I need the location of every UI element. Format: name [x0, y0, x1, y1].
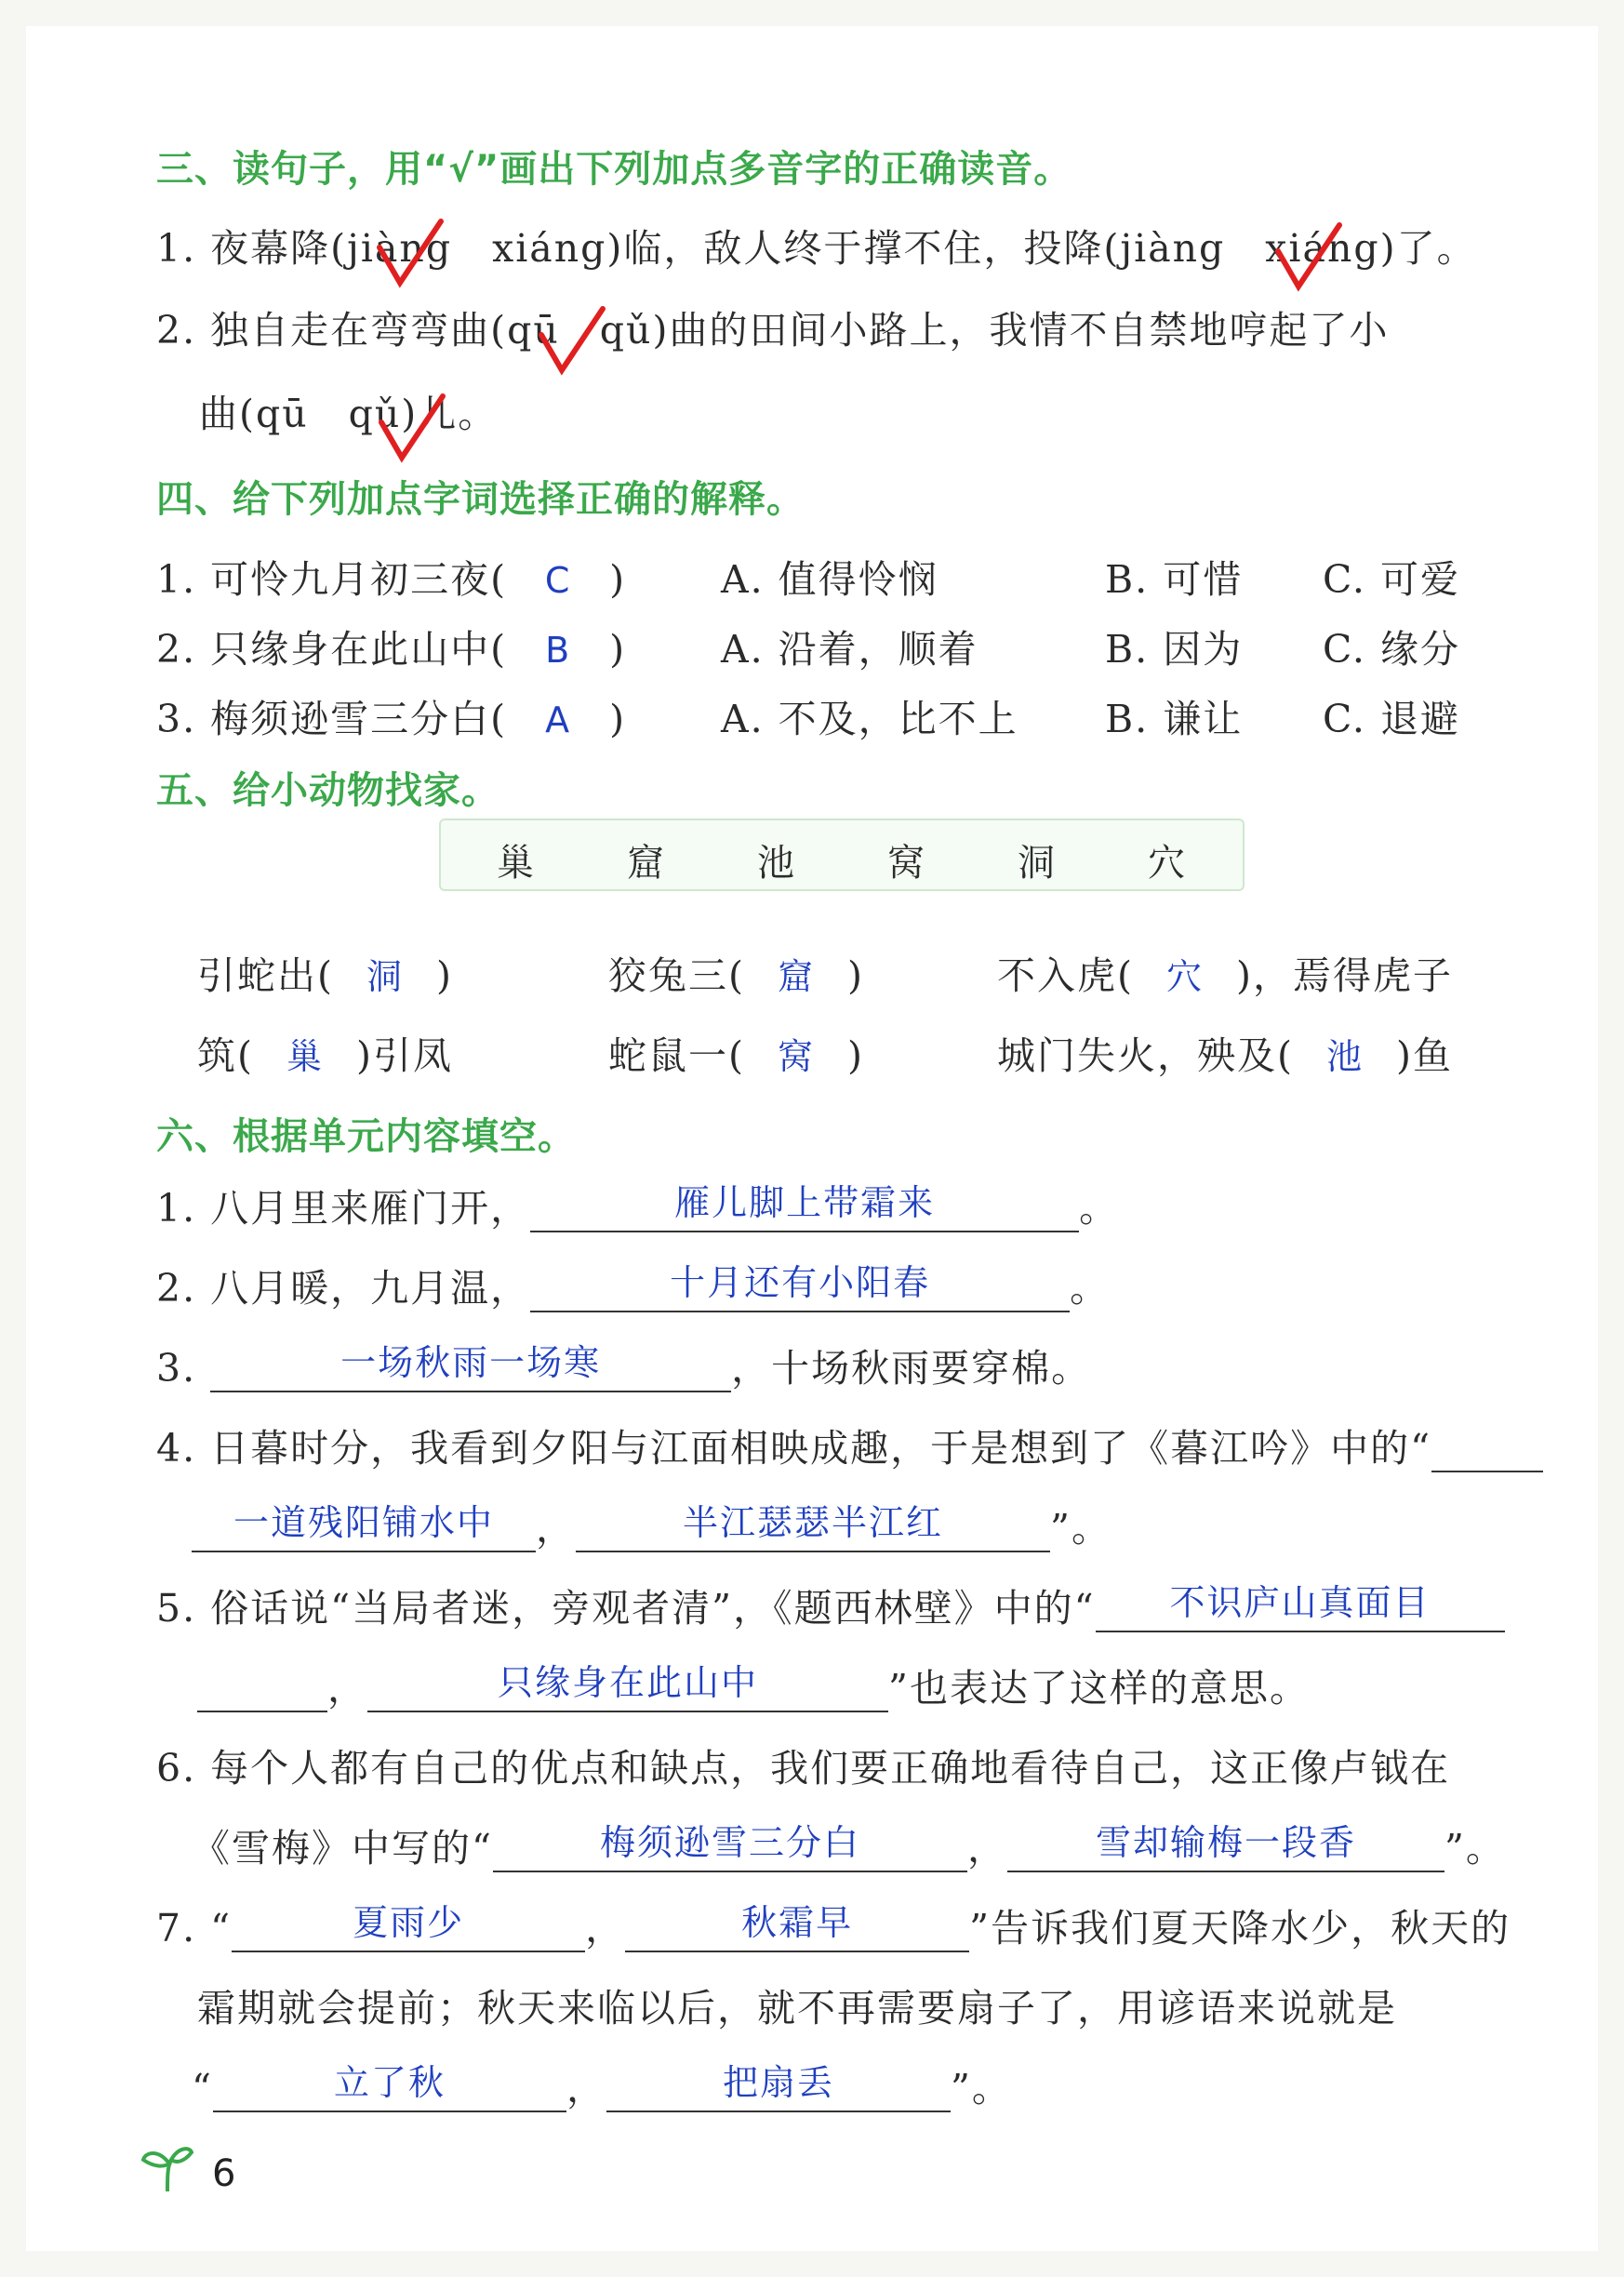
option-b: B. 因为	[1105, 627, 1244, 672]
idiom-6: 城门失火，殃及( 池 )鱼	[997, 1025, 1453, 1080]
section-3-q2-line2: 曲(qū qǔ)儿。	[199, 392, 499, 436]
fill-q1: 1. 八月里来雁门开， 雁儿脚上带霜来 。	[156, 1182, 1120, 1231]
fill-q7-line2: 霜期就会提前；秋天来临以后，就不再需要扇子了，用谚语来说就是	[197, 1986, 1397, 2031]
fill-answer: 池	[1325, 1036, 1364, 1077]
option-c: C. 可爱	[1323, 557, 1460, 602]
checkmark-icon	[374, 216, 448, 290]
answer-letter: A	[545, 699, 572, 740]
close-paren: )	[609, 627, 627, 672]
question-text: 2. 只缘身在此山中(	[156, 627, 508, 672]
answer-blank	[197, 1662, 327, 1712]
fill-q4-line1: 4. 日暮时分，我看到夕阳与江面相映成趣，于是想到了《暮江吟》中的“	[156, 1418, 1543, 1472]
question-text: 1. 可怜九月初三夜(	[156, 557, 508, 602]
answer-blank: 半江瑟瑟半江红	[576, 1502, 1050, 1552]
close-paren: )	[609, 557, 627, 602]
fill-q6-line1: 6. 每个人都有自己的优点和缺点，我们要正确地看待自己，这正像卢钺在	[156, 1746, 1451, 1791]
answer-blank: 十月还有小阳春	[530, 1262, 1070, 1312]
section-3-heading: 三、读句子，用“√”画出下列加点多音字的正确读音。	[156, 148, 1072, 191]
fill-q3: 3. 一场秋雨一场寒 ，十场秋雨要穿棉。	[156, 1342, 1092, 1391]
fill-q6-line2: 《雪梅》中写的“ 梅须逊雪三分白 ， 雪却输梅一段香 ”。	[192, 1822, 1506, 1871]
word-item: 窝	[887, 842, 925, 885]
section-3-q2-line1: 2. 独自走在弯弯曲(qū qǔ)曲的田间小路上，我情不自禁地哼起了小	[156, 308, 1390, 353]
option-a: A. 沿着，顺着	[721, 627, 978, 672]
choice-row-2	[156, 619, 626, 673]
answer-blank: 雪却输梅一段香	[1007, 1822, 1444, 1872]
option-c: C. 退避	[1323, 697, 1460, 741]
answer-letter: C	[544, 560, 572, 601]
option-a: A. 不及，比不上	[721, 697, 1018, 741]
answer-blank: 一道残阳铺水中	[192, 1502, 536, 1552]
answer-blank: 立了秋	[213, 2062, 566, 2112]
answer-blank: 梅须逊雪三分白	[493, 1822, 967, 1872]
answer-blank: 夏雨少	[232, 1902, 585, 1952]
fill-answer: 窝	[777, 1036, 815, 1077]
option-b: B. 可惜	[1105, 557, 1244, 602]
fill-q5-line2: ， 只缘身在此山中 ”也表达了这样的意思。	[197, 1658, 1310, 1712]
answer-blank: 不识庐山真面目	[1096, 1582, 1505, 1632]
fill-answer: 巢	[286, 1036, 324, 1077]
answer-letter: B	[545, 630, 572, 671]
checkmark-icon	[376, 391, 450, 465]
question-text: 3. 梅须逊雪三分白(	[156, 697, 508, 741]
choice-row-3	[156, 688, 626, 743]
option-b: B. 谦让	[1105, 697, 1244, 741]
word-item: 窟	[627, 842, 664, 885]
section-3-q1: 1. 夜幕降(jiàng xiáng)临，敌人终于撑不住，投降(jiàng xiáng)了。	[156, 226, 1477, 271]
close-paren: )	[609, 697, 627, 741]
section-6-heading: 六、根据单元内容填空。	[156, 1115, 576, 1158]
fill-q2: 2. 八月暖，九月温， 十月还有小阳春 。	[156, 1262, 1111, 1311]
page-number: 6	[212, 2152, 236, 2195]
word-item: 穴	[1148, 842, 1185, 885]
fill-q4-line2: 一道残阳铺水中 ， 半江瑟瑟半江红 ”。	[192, 1498, 1112, 1552]
fill-q7-line3: “ 立了秋 ， 把扇丢 ”。	[192, 2062, 1012, 2111]
option-c: C. 缘分	[1323, 627, 1460, 672]
answer-blank	[1431, 1422, 1543, 1472]
idiom-4: 筑( 巢 )引凤	[197, 1025, 453, 1080]
answer-blank: 一场秋雨一场寒	[210, 1342, 731, 1392]
word-box	[439, 819, 1245, 891]
idiom-3: 不入虎( 穴 )，焉得虎子	[997, 945, 1453, 1000]
idiom-1: 引蛇出( 洞 )	[197, 945, 453, 1000]
section-5-heading: 五、给小动物找家。	[156, 769, 499, 812]
sprout-icon	[140, 2139, 195, 2195]
answer-blank: 雁儿脚上带霜来	[530, 1182, 1079, 1232]
fill-answer: 窟	[777, 956, 815, 997]
fill-answer: 洞	[366, 956, 404, 997]
idiom-5: 蛇鼠一( 窝 )	[608, 1025, 864, 1080]
fill-q7-line1: 7. “ 夏雨少 ， 秋霜早 ”告诉我们夏天降水少，秋天的	[156, 1902, 1511, 1951]
checkmark-icon	[536, 303, 610, 378]
idiom-2: 狡兔三( 窟 )	[608, 945, 864, 1000]
answer-blank: 把扇丢	[606, 2062, 951, 2112]
word-item: 巢	[497, 842, 534, 885]
section-4-heading: 四、给下列加点字词选择正确的解释。	[156, 478, 805, 521]
answer-blank: 只缘身在此山中	[367, 1662, 888, 1712]
word-item: 池	[757, 842, 794, 885]
fill-q5-line1: 5. 俗话说“当局者迷，旁观者清”，《题西林壁》中的“ 不识庐山真面目	[156, 1578, 1505, 1632]
answer-blank: 秋霜早	[625, 1902, 969, 1952]
choice-row-1	[156, 549, 626, 604]
option-a: A. 值得怜悯	[721, 557, 938, 602]
checkmark-icon	[1272, 220, 1347, 294]
fill-answer: 穴	[1165, 956, 1204, 997]
word-item: 洞	[1018, 842, 1055, 885]
